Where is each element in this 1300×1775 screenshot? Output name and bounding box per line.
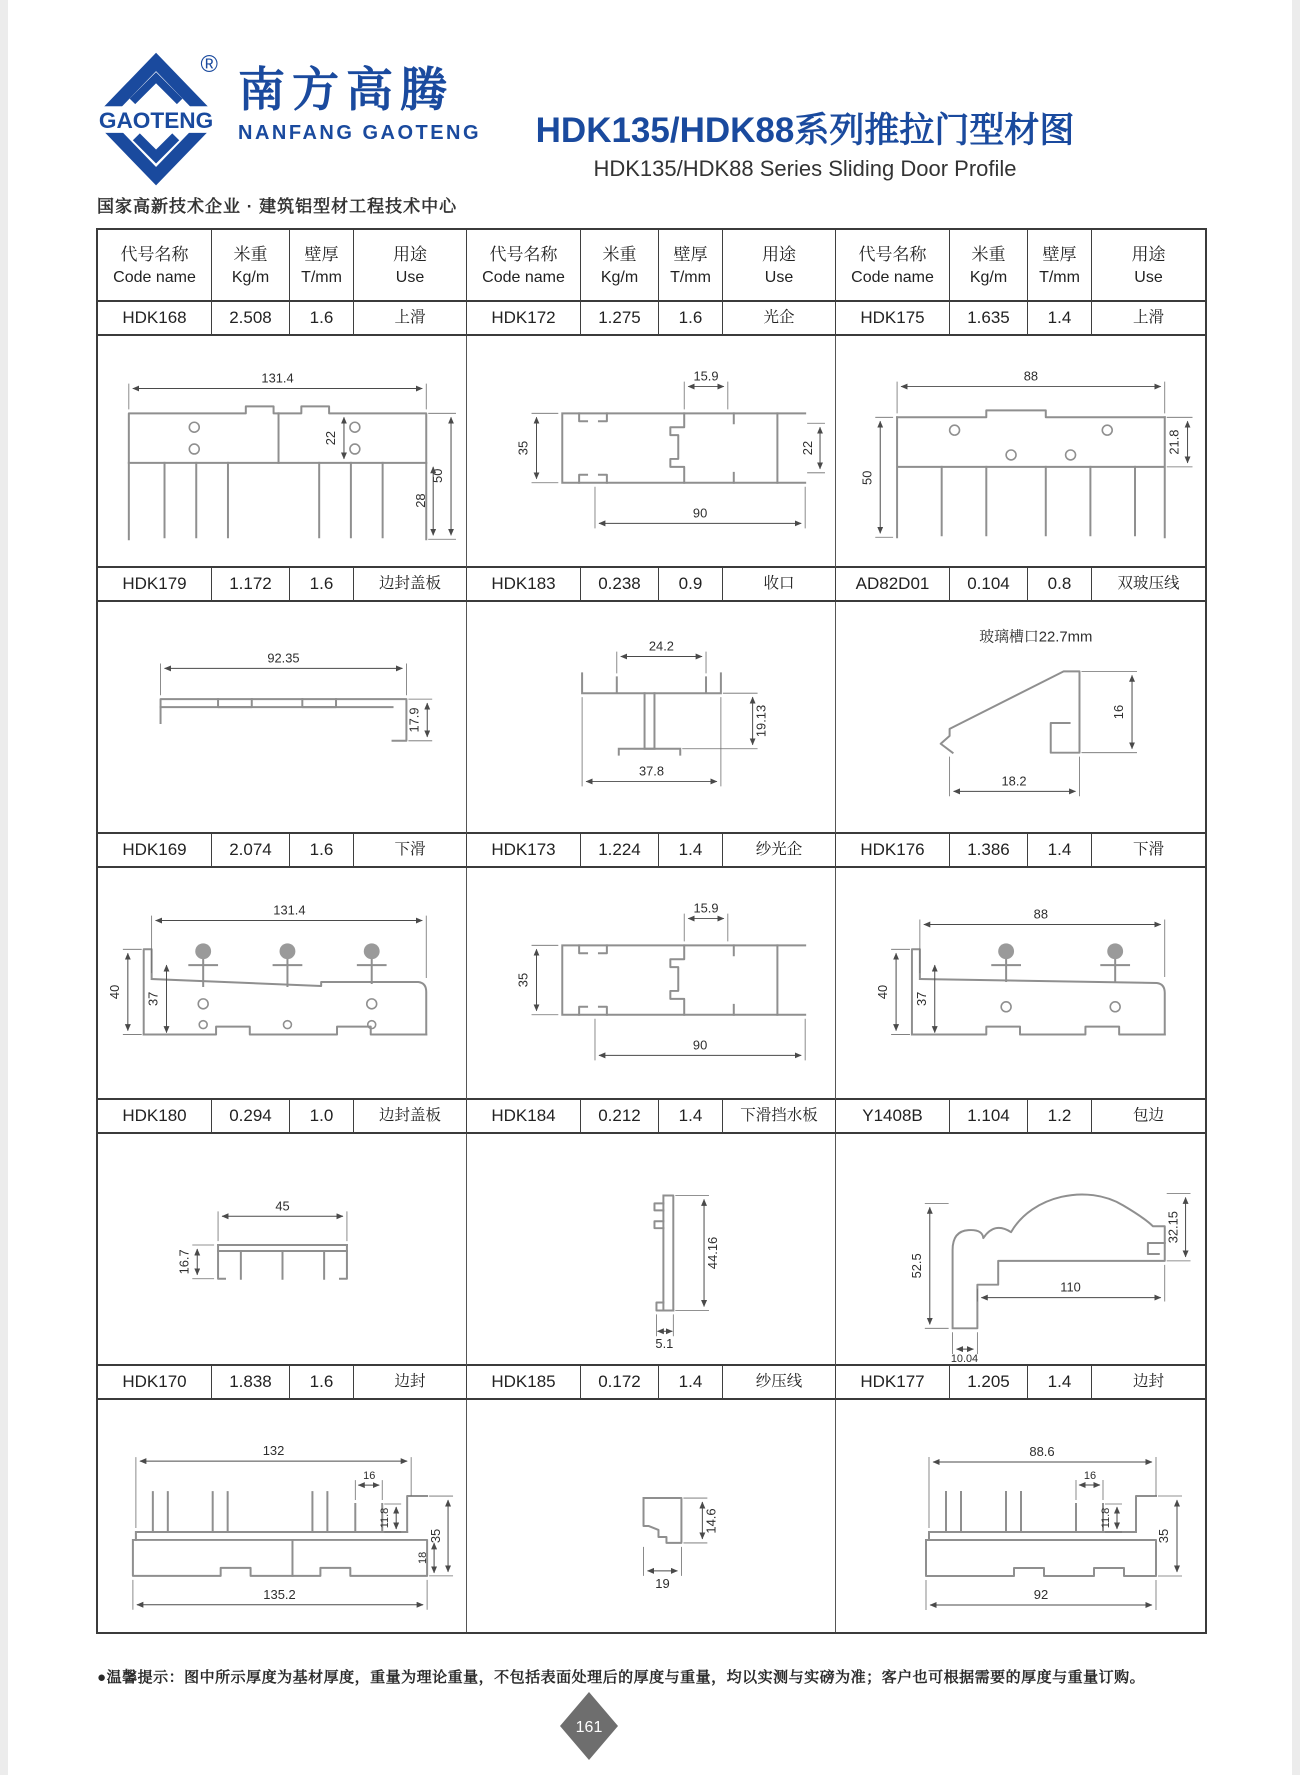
dim-label: 50 xyxy=(430,468,446,483)
cell-t: 1.6 xyxy=(659,302,723,336)
cell-use: 纱光企 xyxy=(723,834,836,868)
dim-label: 15.9 xyxy=(693,368,719,384)
col-header-use xyxy=(354,230,467,302)
col-header-en: T/mm xyxy=(1039,269,1080,287)
glass-slot-label: 玻璃槽口22.7mm xyxy=(979,629,1093,646)
dim-label: 44.16 xyxy=(704,1236,720,1269)
profile-diagram-hdk168 xyxy=(98,336,467,568)
cell-use: 下滑挡水板 xyxy=(723,1100,836,1134)
cell-t: 1.4 xyxy=(1028,834,1092,868)
dimensions xyxy=(516,901,806,1061)
dim-label: 88.6 xyxy=(1029,1443,1055,1459)
dim-label: 21.8 xyxy=(1166,429,1182,455)
cell-code: HDK172 xyxy=(467,302,581,336)
profile-diagram-hdk183 xyxy=(467,602,836,834)
cell-t: 0.8 xyxy=(1028,568,1092,602)
cell-code: HDK175 xyxy=(836,302,950,336)
profile-diagram-hdk170 xyxy=(98,1400,467,1632)
cell-kgm: 1.635 xyxy=(950,302,1028,336)
dimensions xyxy=(875,906,1165,1034)
col-header-en: Code name xyxy=(113,269,196,287)
profile-outline xyxy=(926,1492,1156,1576)
profile-diagram-hdk175 xyxy=(836,336,1205,568)
cell-code: Y1408B xyxy=(836,1100,950,1134)
dim-label: 35 xyxy=(428,1528,444,1544)
profile-outline xyxy=(912,943,1165,1034)
col-header-en: T/mm xyxy=(670,269,711,287)
profile-outline xyxy=(161,699,407,741)
dim-label: 22 xyxy=(800,440,816,456)
cell-kgm: 0.104 xyxy=(950,568,1028,602)
cell-code: HDK180 xyxy=(98,1100,212,1134)
cell-use: 下滑 xyxy=(354,834,467,868)
col-header-cn: 用途 xyxy=(1131,245,1166,264)
col-header-en: Kg/m xyxy=(969,269,1008,287)
profile-diagram-hdk180 xyxy=(98,1134,467,1366)
dim-label: 110 xyxy=(1060,1279,1081,1295)
col-header-en: Code name xyxy=(851,269,934,287)
dim-label: 10.04 xyxy=(950,1352,979,1364)
dim-label: 92 xyxy=(1033,1586,1049,1602)
profile-diagram-hdk179 xyxy=(98,602,467,834)
dim-label: 37 xyxy=(913,991,929,1006)
cell-kgm: 1.224 xyxy=(581,834,659,868)
cell-use: 边封 xyxy=(354,1366,467,1400)
cell-use: 收口 xyxy=(723,568,836,602)
dim-label: 90 xyxy=(692,1037,708,1053)
cell-kgm: 2.508 xyxy=(212,302,290,336)
dimensions xyxy=(950,671,1137,796)
col-header-cn: 米重 xyxy=(602,245,637,264)
cell-t: 1.4 xyxy=(659,1100,723,1134)
col-header-cn: 壁厚 xyxy=(673,245,708,264)
cell-t: 1.4 xyxy=(1028,1366,1092,1400)
page-title-cn: HDK135/HDK88系列推拉门型材图 xyxy=(535,111,1075,150)
profile-diagram-y1408b xyxy=(836,1134,1205,1366)
page-edge-right xyxy=(1292,0,1300,1775)
dimensions xyxy=(859,369,1192,538)
col-header-en: Kg/m xyxy=(600,269,639,287)
col-header-en: Code name xyxy=(482,269,565,287)
profile-outline xyxy=(654,1195,673,1310)
dim-label: 24.2 xyxy=(648,638,674,654)
cell-t: 1.4 xyxy=(1028,302,1092,336)
cell-use: 下滑 xyxy=(1092,834,1205,868)
profile-diagram-hdk172 xyxy=(467,336,836,568)
profile-diagram-hdk177 xyxy=(836,1400,1205,1632)
logo-brand-text: GAOTENG xyxy=(98,107,214,133)
col-header-kgm xyxy=(212,230,290,302)
page-number: 161 xyxy=(575,1719,603,1736)
cell-code: AD82D01 xyxy=(836,568,950,602)
bullet-icon: ● xyxy=(97,1669,107,1686)
profile-outline xyxy=(144,943,427,1034)
cell-use: 上滑 xyxy=(1092,302,1205,336)
dim-label: 40 xyxy=(875,984,891,999)
company-logo xyxy=(95,50,223,198)
dim-label: 132 xyxy=(262,1443,285,1459)
dim-label: 16 xyxy=(1111,704,1127,720)
cell-code: HDK173 xyxy=(467,834,581,868)
col-header-cn: 米重 xyxy=(971,245,1006,264)
profile-outline xyxy=(133,1492,430,1576)
cell-code: HDK185 xyxy=(467,1366,581,1400)
col-header-en: Use xyxy=(395,269,425,287)
profile-outline xyxy=(644,1498,682,1543)
cell-kgm: 0.238 xyxy=(581,568,659,602)
col-header-cn: 米重 xyxy=(233,245,268,264)
profile-outline xyxy=(897,410,1165,537)
dimensions xyxy=(107,902,426,1034)
dim-label: 19 xyxy=(655,1575,670,1591)
dim-label: 40 xyxy=(106,984,122,999)
cell-code: HDK177 xyxy=(836,1366,950,1400)
page-title-en: HDK135/HDK88 Series Sliding Door Profile xyxy=(593,156,1017,181)
cell-use: 边封 xyxy=(1092,1366,1205,1400)
dimensions xyxy=(161,650,433,740)
cell-code: HDK169 xyxy=(98,834,212,868)
cell-kgm: 1.205 xyxy=(950,1366,1028,1400)
profile-diagram-hdk176 xyxy=(836,868,1205,1100)
cell-code: HDK184 xyxy=(467,1100,581,1134)
dim-label: 131.4 xyxy=(261,370,294,386)
profile-outline xyxy=(953,1194,1165,1328)
profile-diagram-hdk173 xyxy=(467,868,836,1100)
dim-label: 135.2 xyxy=(263,1586,296,1602)
col-header-code xyxy=(836,230,950,302)
dim-label: 16.7 xyxy=(176,1249,192,1275)
profile-outline xyxy=(941,671,1080,752)
col-header-code xyxy=(98,230,212,302)
col-header-en: T/mm xyxy=(301,269,342,287)
dim-label: 52.5 xyxy=(908,1253,924,1279)
cell-kgm: 0.172 xyxy=(581,1366,659,1400)
page-edge-left xyxy=(0,0,8,1775)
dim-label: 131.4 xyxy=(273,902,306,918)
brand-names xyxy=(238,63,482,145)
dim-label: 11.8 xyxy=(379,1507,392,1529)
profile-outline xyxy=(562,945,805,1014)
cell-use: 光企 xyxy=(723,302,836,336)
cell-code: HDK170 xyxy=(98,1366,212,1400)
cell-use: 双玻压线 xyxy=(1092,568,1205,602)
profile-diagram-hdk184 xyxy=(467,1134,836,1366)
cell-t: 1.6 xyxy=(290,302,354,336)
dim-label: 14.6 xyxy=(703,1508,719,1534)
col-header-t xyxy=(1028,230,1092,302)
dim-label: 17.9 xyxy=(406,707,422,733)
page-title xyxy=(505,110,1105,182)
dim-label: 92.35 xyxy=(267,650,300,666)
dim-label: 88 xyxy=(1033,906,1048,922)
cell-use: 包边 xyxy=(1092,1100,1205,1134)
cell-code: HDK179 xyxy=(98,568,212,602)
cell-t: 1.2 xyxy=(1028,1100,1092,1134)
profile-diagram-hdk185 xyxy=(467,1400,836,1632)
cell-t: 1.0 xyxy=(290,1100,354,1134)
col-header-kgm xyxy=(581,230,659,302)
page-number-badge xyxy=(560,1692,618,1760)
registered-mark-icon: ® xyxy=(200,51,218,78)
col-header-code xyxy=(467,230,581,302)
cell-code: HDK176 xyxy=(836,834,950,868)
dim-label: 18.2 xyxy=(1001,773,1027,789)
cell-t: 1.6 xyxy=(290,568,354,602)
cell-t: 1.4 xyxy=(659,1366,723,1400)
cell-kgm: 1.275 xyxy=(581,302,659,336)
col-header-cn: 代号名称 xyxy=(120,245,189,264)
company-tagline: 国家高新技术企业 · 建筑铝型材工程技术中心 xyxy=(97,197,458,216)
dimensions xyxy=(582,638,768,786)
cell-kgm: 1.172 xyxy=(212,568,290,602)
dim-label: 5.1 xyxy=(655,1336,674,1352)
cell-use: 上滑 xyxy=(354,302,467,336)
cell-use: 边封盖板 xyxy=(354,1100,467,1134)
dim-label: 50 xyxy=(859,470,875,485)
dim-label: 18 xyxy=(417,1551,430,1564)
cell-t: 1.4 xyxy=(659,834,723,868)
profile-outline xyxy=(218,1245,347,1279)
cell-use: 边封盖板 xyxy=(354,568,467,602)
cell-t: 0.9 xyxy=(659,568,723,602)
dimensions xyxy=(129,370,456,539)
cell-kgm: 1.838 xyxy=(212,1366,290,1400)
col-header-cn: 用途 xyxy=(762,245,796,264)
cell-code: HDK168 xyxy=(98,302,212,336)
dimensions xyxy=(909,1193,1191,1364)
dim-label: 88 xyxy=(1023,368,1039,384)
dim-label: 15.9 xyxy=(693,900,719,916)
dim-label: 11.8 xyxy=(1100,1507,1112,1529)
col-header-en: Use xyxy=(764,269,794,287)
dim-label: 22 xyxy=(323,430,339,446)
profile-outline xyxy=(582,673,721,754)
col-header-use xyxy=(723,230,836,302)
profile-table-grid xyxy=(96,228,1207,1634)
dim-label: 32.15 xyxy=(1165,1210,1181,1244)
dimensions xyxy=(133,1443,453,1610)
col-header-en: Use xyxy=(1134,269,1163,287)
footer-note-text: 温馨提示：图中所示厚度为基材厚度，重量为理论重量，不包括表面处理后的厚度与重量，均以实测与实磅为准；客户也可根据需要的厚度与重量订购。 xyxy=(106,1669,1146,1686)
footer-note xyxy=(97,1666,1207,1687)
dim-label: 19.13 xyxy=(753,704,769,737)
dim-label: 16 xyxy=(1083,1469,1097,1482)
dim-label: 35 xyxy=(515,972,531,988)
cell-kgm: 0.294 xyxy=(212,1100,290,1134)
col-header-use xyxy=(1092,230,1205,302)
profile-outline xyxy=(562,413,805,482)
dim-label: 37 xyxy=(145,991,161,1006)
profile-diagram-ad82d01 xyxy=(836,602,1205,834)
dim-label: 45 xyxy=(275,1198,290,1214)
brand-name-en: NANFANG GAOTENG xyxy=(238,122,482,144)
cell-kgm: 0.212 xyxy=(581,1100,659,1134)
dimensions xyxy=(926,1444,1182,1610)
col-header-cn: 壁厚 xyxy=(1042,245,1077,264)
dim-label: 28 xyxy=(413,493,429,508)
profile-diagram-hdk169 xyxy=(98,868,467,1100)
dim-label: 90 xyxy=(692,505,708,521)
cell-kgm: 2.074 xyxy=(212,834,290,868)
dim-label: 35 xyxy=(515,440,531,456)
col-header-en: Kg/m xyxy=(231,269,270,287)
cell-code: HDK183 xyxy=(467,568,581,602)
dim-label: 16 xyxy=(363,1469,376,1482)
col-header-t xyxy=(290,230,354,302)
dimensions xyxy=(655,1195,719,1351)
profile-table xyxy=(96,228,1207,1634)
col-header-cn: 代号名称 xyxy=(489,245,558,264)
cell-use: 纱压线 xyxy=(723,1366,836,1400)
col-header-cn: 用途 xyxy=(393,245,427,264)
cell-kgm: 1.104 xyxy=(950,1100,1028,1134)
dim-label: 37.8 xyxy=(638,763,665,779)
dimensions xyxy=(176,1198,347,1278)
cell-t: 1.6 xyxy=(290,834,354,868)
col-header-t xyxy=(659,230,723,302)
col-header-kgm xyxy=(950,230,1028,302)
col-header-cn: 壁厚 xyxy=(304,245,339,264)
dim-label: 35 xyxy=(1156,1528,1171,1544)
cell-t: 1.6 xyxy=(290,1366,354,1400)
brand-name-cn: 南方高腾 xyxy=(238,63,454,116)
profile-outline xyxy=(129,406,429,539)
col-header-cn: 代号名称 xyxy=(858,245,927,264)
cell-kgm: 1.386 xyxy=(950,834,1028,868)
